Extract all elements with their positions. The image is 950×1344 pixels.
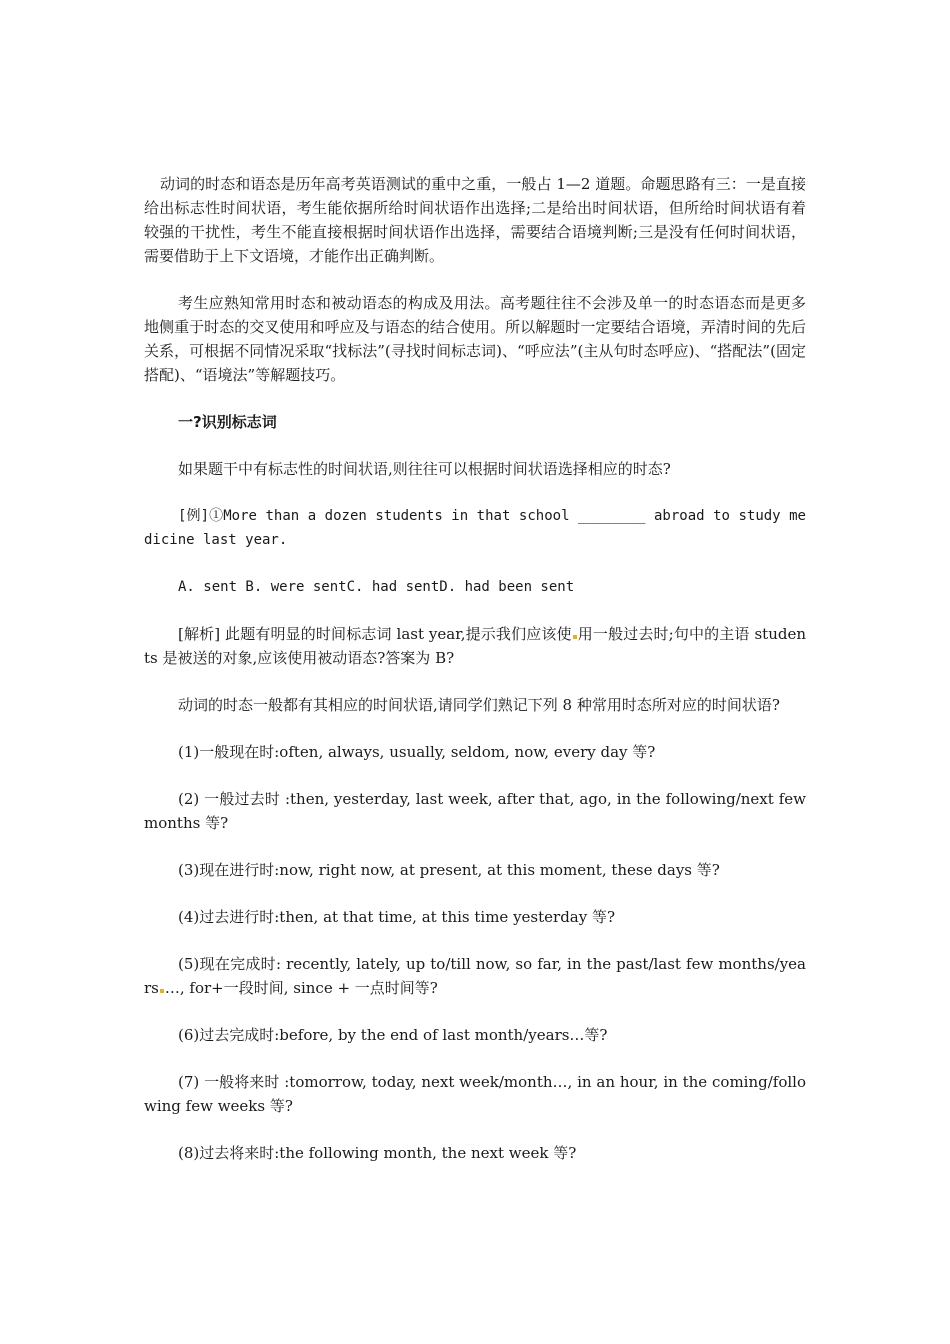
- tense-item: (6)过去完成时:before, by the end of last month/years…等?: [178, 1026, 608, 1044]
- tense-5-tail: …, for+一段时间, since + 一点时间等?: [164, 979, 438, 997]
- tense-item: [144, 952, 806, 1000]
- analysis-paragraph: [144, 622, 806, 670]
- analysis-part-b: 用一般过去时;句中的主语 students 是被送的对象,应该使用被动语态?答案为 B?: [144, 625, 806, 667]
- section-intro: 如果题干中有标志性的时间状语,则往往可以根据时间状语选择相应的时态?: [178, 460, 671, 478]
- document-body: [144, 172, 806, 1188]
- tense-intro: 动词的时态一般都有其相应的时间状语,请同学们熟记下列 8 种常用时态所对应的时间状语?: [178, 696, 780, 714]
- tense-item: (7) 一般将来时 :tomorrow, today, next week/month…, in an hour, in the coming/following few weeks 等?: [144, 1073, 806, 1115]
- example-question: [例]①More than a dozen students in that school ________ abroad to study medicine last year.: [144, 508, 806, 548]
- tense-5-head: (5)现在完成时: recently, lately, up to/till now, so far, in the past/last few months/years: [144, 955, 806, 997]
- highlight-marker: [573, 635, 577, 639]
- tense-item: (4)过去进行时:then, at that time, at this time yesterday 等?: [178, 908, 616, 926]
- tense-item: (8)过去将来时:the following month, the next week 等?: [178, 1144, 577, 1162]
- tense-item: (2) 一般过去时 :then, yesterday, last week, after that, ago, in the following/next few months 等?: [144, 790, 806, 832]
- example-options: A. sent B. were sentC. had sentD. had been sent: [178, 579, 575, 595]
- tense-item: (1)一般现在时:often, always, usually, seldom, now, every day 等?: [178, 743, 656, 761]
- highlight-marker: [160, 989, 164, 993]
- analysis-part-a: [解析] 此题有明显的时间标志词 last year,提示我们应该使: [178, 625, 572, 643]
- section-heading: 一?识别标志词: [178, 413, 277, 431]
- intro-paragraph-1: 动词的时态和语态是历年高考英语测试的重中之重，一般占 1—2 道题。命题思路有三：一是直接给出标志性时间状语，考生能依据所给时间状语作出选择;二是给出时间状语，但所给时间状语有着较强的干扰性，考生不能直接根据时间状语作出选择，需要结合语境判断;三是没有任何时间状语，需要借助于上下文语境，才能作出正确判断。: [144, 175, 806, 265]
- tense-item: (3)现在进行时:now, right now, at present, at this moment, these days 等?: [178, 861, 720, 879]
- intro-paragraph-2: 考生应熟知常用时态和被动语态的构成及用法。高考题往往不会涉及单一的时态语态而是更多地侧重于时态的交叉使用和呼应及与语态的结合使用。所以解题时一定要结合语境，弄清时间的先后关系，可根据不同情况采取“找标法”(寻找时间标志词)、“呼应法”(主从句时态呼应)、“搭配法”(固定搭配)、“语境法”等解题技巧。: [144, 294, 806, 384]
